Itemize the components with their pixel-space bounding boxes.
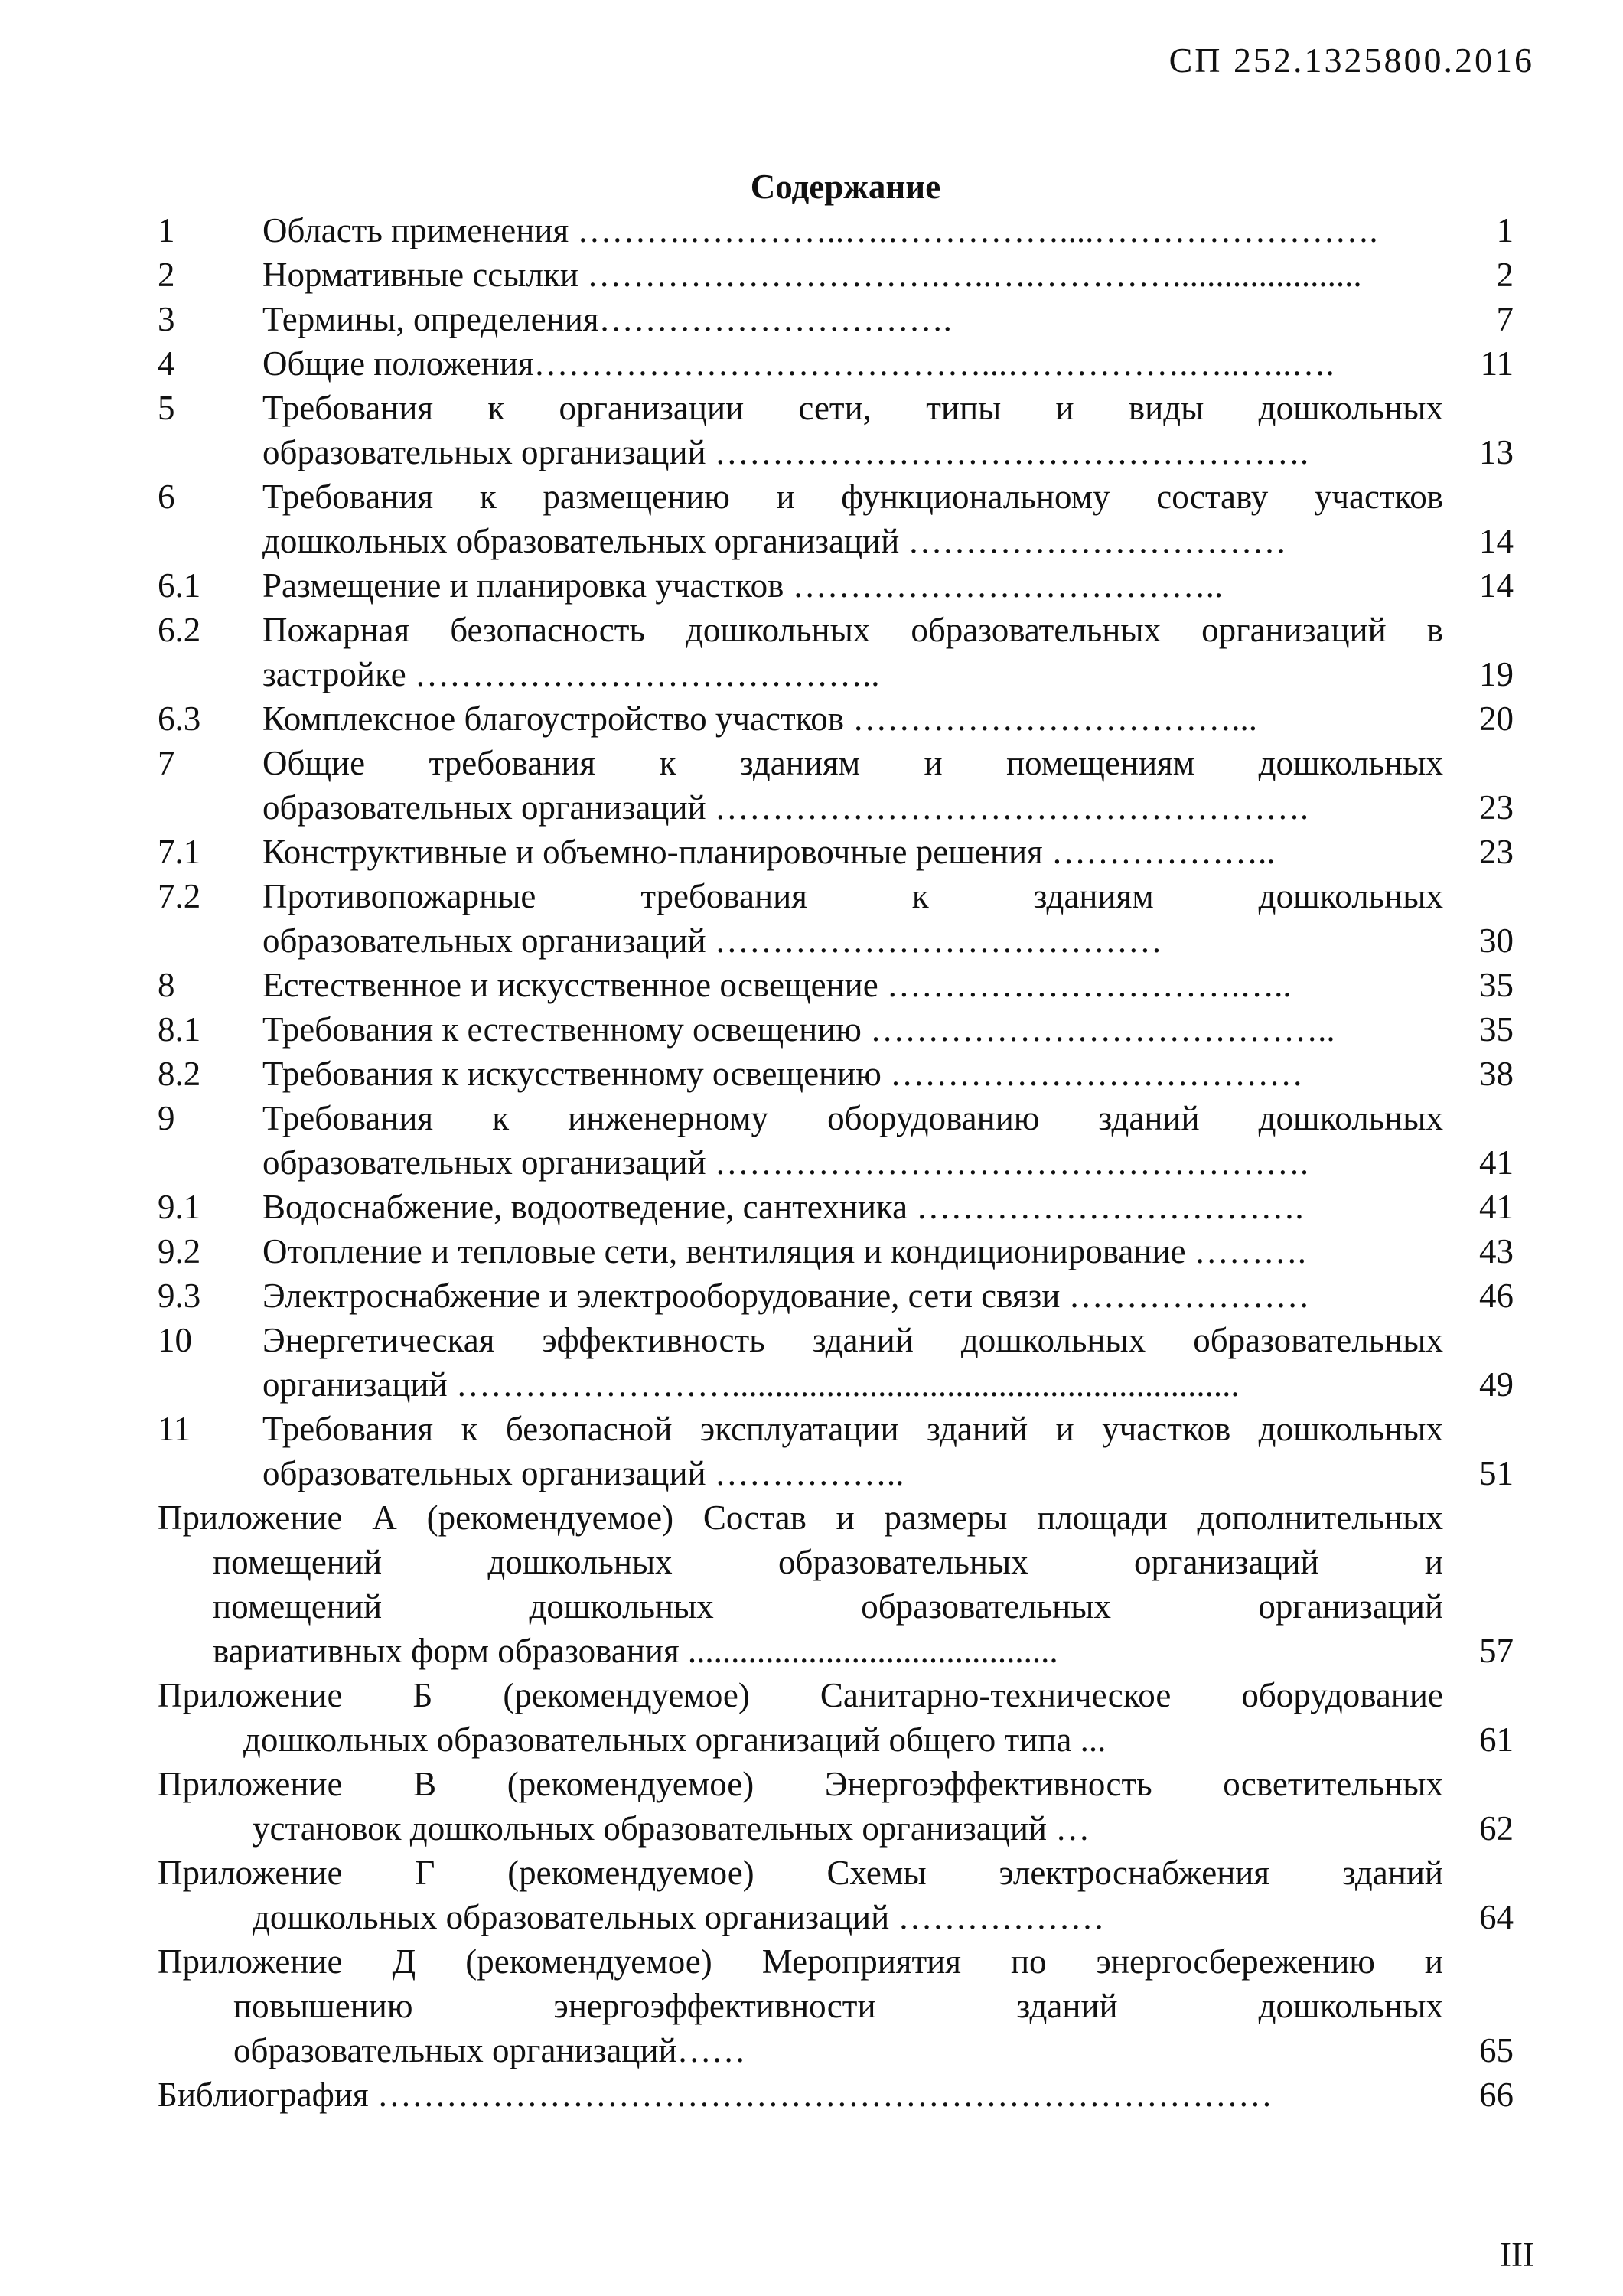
toc-entry-title xyxy=(262,1096,1443,1185)
appendix-line: установок дошкольных образовательных организаций … xyxy=(253,1809,1090,1848)
toc-entry-title xyxy=(262,475,1443,563)
document-code: СП 252.1325800.2016 xyxy=(1168,41,1534,80)
toc-entry xyxy=(0,297,1623,341)
appendix-line: Приложение Б (рекомендуемое) Санитарно-техническое оборудование xyxy=(158,1676,1443,1714)
toc-entry-page: 20 xyxy=(1479,700,1514,738)
toc-entry-title xyxy=(262,208,1443,253)
toc-entry-line: Конструктивные и объемно-планировочные решения ……………….. xyxy=(262,833,1276,871)
appendix-line: помещений дошкольных образовательных организаций и xyxy=(213,1543,1443,1581)
toc-entry-line: образовательных организаций …………….. xyxy=(262,1454,904,1492)
toc-entry-title xyxy=(262,253,1443,297)
toc-entry xyxy=(0,1318,1623,1407)
toc-entry-number: 8.2 xyxy=(158,1055,201,1093)
appendix-line: Приложение В (рекомендуемое) Энергоэффективность осветительных xyxy=(158,1765,1443,1803)
toc-entry-page: 23 xyxy=(1479,788,1514,827)
appendix-page: 64 xyxy=(1479,1898,1514,1936)
toc-entry-line: Требования к искусственному освещению ……………………………… xyxy=(262,1055,1304,1093)
appendix-line: Приложение Г (рекомендуемое) Схемы электроснабжения зданий xyxy=(158,1854,1443,1892)
toc-entry-line: Область применения ……….…………..….……………....……………………. xyxy=(262,211,1378,249)
toc-entry xyxy=(0,696,1623,741)
toc-entry-page: 43 xyxy=(1479,1232,1514,1270)
toc-entry xyxy=(0,1407,1623,1495)
toc-entry-title xyxy=(262,1274,1443,1318)
toc-entry-number: 5 xyxy=(158,389,175,427)
toc-entry-title xyxy=(262,297,1443,341)
toc-entry-title xyxy=(262,696,1443,741)
toc-entry xyxy=(0,830,1623,874)
toc-entry-title xyxy=(262,963,1443,1007)
appendix-title xyxy=(158,2073,1443,2117)
toc-entry-line: Противопожарные требования к зданиям дошкольных xyxy=(262,877,1443,915)
toc-entry-line: образовательных организаций ……………………………………………. xyxy=(262,1143,1309,1182)
toc-entry-page: 14 xyxy=(1479,522,1514,560)
toc-entry-line: Водоснабжение, водоотведение, сантехника ……………………………. xyxy=(262,1188,1304,1226)
appendix-page: 65 xyxy=(1479,2031,1514,2069)
appendix-page: 62 xyxy=(1479,1809,1514,1848)
appendix-line: повышению энергоэффективности зданий дошкольных xyxy=(233,1987,1443,2025)
toc-entry-line: Требования к естественному освещению ………………………………….. xyxy=(262,1010,1335,1049)
toc-entry-title xyxy=(262,1407,1443,1495)
toc-entry-line: Энергетическая эффективность зданий дошкольных образовательных xyxy=(262,1321,1443,1359)
toc-entry-page: 35 xyxy=(1479,1010,1514,1049)
toc-entry-number: 7 xyxy=(158,744,175,782)
appendix-line: помещений дошкольных образовательных организаций xyxy=(213,1587,1443,1626)
toc-entry-number: 10 xyxy=(158,1321,192,1359)
appendix-entry xyxy=(0,1495,1623,1673)
toc-entry-page: 7 xyxy=(1496,300,1514,338)
toc-entry-number: 9.3 xyxy=(158,1277,201,1315)
toc-entry xyxy=(0,1229,1623,1274)
toc-entry-page: 2 xyxy=(1496,256,1514,294)
toc-entry-page: 38 xyxy=(1479,1055,1514,1093)
appendix-entry xyxy=(0,2073,1623,2117)
toc-entry-page: 19 xyxy=(1479,655,1514,693)
toc-entry-number: 7.1 xyxy=(158,833,201,871)
toc-entry xyxy=(0,963,1623,1007)
toc-entry-number: 4 xyxy=(158,344,175,383)
toc-entry-number: 7.2 xyxy=(158,877,201,915)
toc-entry-title xyxy=(262,1318,1443,1407)
appendix-line: Приложение А (рекомендуемое) Состав и размеры площади дополнительных xyxy=(158,1499,1443,1537)
toc-entry xyxy=(0,341,1623,386)
appendix-line: дошкольных образовательных организаций ……………… xyxy=(253,1898,1105,1936)
appendix-line: Библиография …………………………………………………………………… xyxy=(158,2076,1273,2114)
toc-entry-number: 2 xyxy=(158,256,175,294)
toc-entry-title xyxy=(262,874,1443,963)
appendix-line: дошкольных образовательных организаций общего типа ... xyxy=(243,1720,1106,1759)
toc-entry-page: 49 xyxy=(1479,1365,1514,1404)
appendix-line: вариативных форм образования ........................................... xyxy=(213,1632,1058,1670)
toc-entry xyxy=(0,563,1623,608)
toc-entry xyxy=(0,1274,1623,1318)
toc-entry xyxy=(0,386,1623,475)
toc-entry-page: 41 xyxy=(1479,1143,1514,1182)
toc-entry xyxy=(0,1007,1623,1052)
toc-entry-number: 1 xyxy=(158,211,175,249)
toc-entry-number: 9 xyxy=(158,1099,175,1137)
toc-entry-title xyxy=(262,1007,1443,1052)
toc-entry-title xyxy=(262,386,1443,475)
toc-entry-page: 23 xyxy=(1479,833,1514,871)
appendix-line: Приложение Д (рекомендуемое) Мероприятия по энергосбережению и xyxy=(158,1942,1443,1981)
toc-entry xyxy=(0,253,1623,297)
toc-entry xyxy=(0,1185,1623,1229)
toc-entry-line: Отопление и тепловые сети, вентиляция и кондиционирование ………. xyxy=(262,1232,1307,1270)
toc-entry-line: Термины, определения…………………………. xyxy=(262,300,952,338)
toc-entry-line: организаций ……………………........................................................... xyxy=(262,1365,1240,1404)
toc-entry-line: Требования к организации сети, типы и виды дошкольных xyxy=(262,389,1443,427)
toc-entry-number: 6 xyxy=(158,478,175,516)
toc-entry-line: Комплексное благоустройство участков ……………………………... xyxy=(262,700,1257,738)
toc-entry-line: Общие положения…………………………………...…………….…..…..…. xyxy=(262,344,1335,383)
toc-entry xyxy=(0,1096,1623,1185)
toc-entry-number: 11 xyxy=(158,1410,191,1448)
toc-entry-page: 51 xyxy=(1479,1454,1514,1492)
toc-entry-line: Требования к инженерному оборудованию зданий дошкольных xyxy=(262,1099,1443,1137)
toc-entry-number: 8.1 xyxy=(158,1010,201,1049)
toc-entry-line: образовательных организаций ………………………………… xyxy=(262,921,1162,960)
appendix-title xyxy=(158,1939,1443,2073)
toc-entry-page: 41 xyxy=(1479,1188,1514,1226)
appendix-title xyxy=(158,1495,1443,1673)
toc-entry-page: 14 xyxy=(1479,566,1514,605)
appendix-line: образовательных организаций…… xyxy=(233,2031,746,2069)
toc-entry-page: 13 xyxy=(1479,433,1514,471)
appendix-title xyxy=(158,1673,1443,1762)
toc-entry-number: 6.1 xyxy=(158,566,201,605)
toc-entry-number: 9.2 xyxy=(158,1232,201,1270)
toc-entry xyxy=(0,1052,1623,1096)
toc-entry-title xyxy=(262,1185,1443,1229)
toc-entry-title xyxy=(262,830,1443,874)
toc-entry-page: 35 xyxy=(1479,966,1514,1004)
toc-entry-line: Требования к размещению и функциональному составу участков xyxy=(262,478,1443,516)
toc-entry-number: 8 xyxy=(158,966,175,1004)
toc-entry-title xyxy=(262,563,1443,608)
toc-entry-page: 46 xyxy=(1479,1277,1514,1315)
toc-entry-line: образовательных организаций ……………………………………………. xyxy=(262,433,1309,471)
toc-entry-line: Электроснабжение и электрооборудование, сети связи ………………… xyxy=(262,1277,1310,1315)
appendix-page: 61 xyxy=(1479,1720,1514,1759)
toc-entry xyxy=(0,475,1623,563)
toc-entry-line: Нормативные ссылки ………………………….…..….…………...................... xyxy=(262,256,1362,294)
toc-entry-page: 1 xyxy=(1496,211,1514,249)
table-of-contents xyxy=(0,208,1623,2117)
toc-entry-line: Естественное и искусственное освещение ………………………….….. xyxy=(262,966,1292,1004)
toc-entry-page: 30 xyxy=(1479,921,1514,960)
toc-entry-title xyxy=(262,608,1443,696)
toc-entry-number: 6.2 xyxy=(158,611,201,649)
toc-entry-line: Пожарная безопасность дошкольных образовательных организаций в xyxy=(262,611,1443,649)
appendix-entry xyxy=(0,1939,1623,2073)
toc-entry-line: образовательных организаций ……………………………………………. xyxy=(262,788,1309,827)
toc-title: Содержание xyxy=(750,168,941,206)
page-number: III xyxy=(1500,2236,1534,2274)
toc-entry-title xyxy=(262,1229,1443,1274)
toc-entry-line: Требования к безопасной эксплуатации зданий и участков дошкольных xyxy=(262,1410,1443,1448)
appendix-title xyxy=(158,1762,1443,1851)
toc-entry-line: Общие требования к зданиям и помещениям дошкольных xyxy=(262,744,1443,782)
appendix-entry xyxy=(0,1851,1623,1939)
toc-entry-line: застройке ………………………………….. xyxy=(262,655,880,693)
appendix-entry xyxy=(0,1673,1623,1762)
toc-entry xyxy=(0,208,1623,253)
toc-entry-line: дошкольных образовательных организаций …………………………… xyxy=(262,522,1287,560)
toc-entry xyxy=(0,608,1623,696)
toc-entry-title xyxy=(262,1052,1443,1096)
toc-entry-number: 3 xyxy=(158,300,175,338)
appendix-page: 57 xyxy=(1479,1632,1514,1670)
toc-entry-number: 6.3 xyxy=(158,700,201,738)
appendix-page: 66 xyxy=(1479,2076,1514,2114)
toc-entry-title xyxy=(262,741,1443,830)
toc-entry xyxy=(0,741,1623,830)
toc-entry-title xyxy=(262,341,1443,386)
toc-entry-number: 9.1 xyxy=(158,1188,201,1226)
toc-entry-line: Размещение и планировка участков ……………………………….. xyxy=(262,566,1224,605)
toc-entry-page: 11 xyxy=(1480,344,1514,383)
appendix-title xyxy=(158,1851,1443,1939)
toc-entry xyxy=(0,874,1623,963)
appendix-entry xyxy=(0,1762,1623,1851)
